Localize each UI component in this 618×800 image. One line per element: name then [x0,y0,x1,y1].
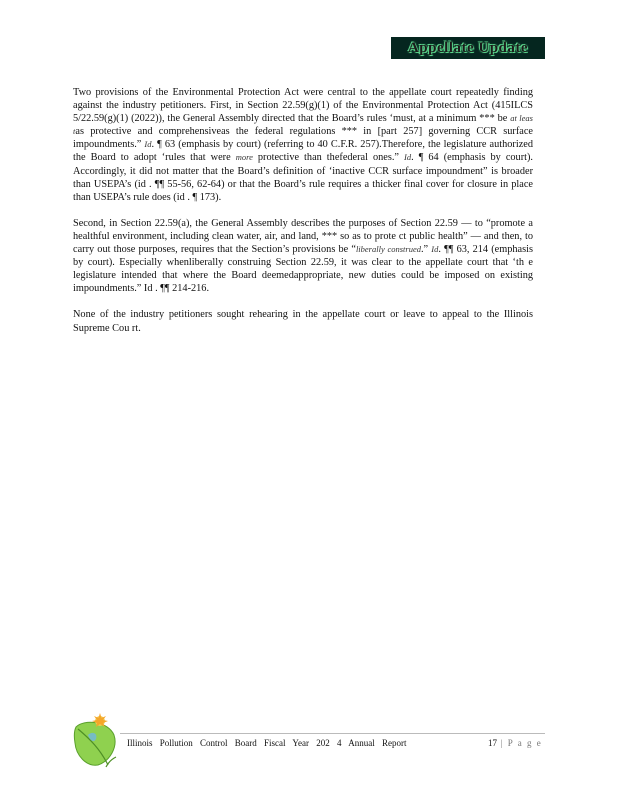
banner-title: Appellate Update [407,39,529,56]
footer-page-number [488,738,542,748]
paragraph-1-text-d: protective than thefederal ones.” [252,152,405,164]
body-text [73,86,533,348]
paragraph-2-text-a: Second, in Section 22.59(a), the General Assembly describes the purposes of Section 22.59 — to “promote a healthful environment, including clean water, air, and land, *** so as to prote ct public health” — and then, to carry out those purposes, requires that the Section’s provisions be “ [73,217,533,256]
leaf-logo-icon [70,713,120,768]
paragraph-2-emphasis-b: Id [431,244,439,255]
paragraph-2-text-c: . ¶¶ 63, 214 (emphasis by court). Especially whenliberally construing Section 22.59, it was clear to the appellate court that ‘th e legislature intended that where the Board deemedappropriate, new duties could be imposed on existing impoundments.” Id . ¶¶ 214-216. [73,244,533,295]
paragraph-1 [73,86,533,204]
paragraph-1-text-c: . ¶ 63 (emphasis by court) (referring to 40 C.F.R. 257).Therefore, the legislature authorized the Board to adopt ‘rules that were [73,139,533,164]
appellate-update-banner [391,37,545,59]
page-number: 17 [488,738,497,748]
paragraph-2 [73,217,533,296]
paragraph-1-emphasis-c: more [235,152,253,163]
paragraph-3: None of the industry petitioners sought rehearing in the appellate court or leave to appeal to the Illinois Supreme Cou rt. [73,309,533,334]
paragraph-1-emphasis-b: Id [144,139,152,150]
paragraph-1-text-b: as protective and comprehensiveas the federal regulations *** in [part 257] governing CCR surface impoundments.” [73,126,533,151]
footer-divider [120,733,545,734]
paragraph-2-text-b: .” [420,244,432,256]
footer-report-title: Illinois Pollution Control Board Fiscal Year 202 4 Annual Report [127,738,407,748]
paragraph-2-emphasis-a: liberally construed [355,244,421,255]
page-label: | P a g e [497,738,543,748]
paragraph-1-text-a: Two provisions of the Environmental Protection Act were central to the appellate court repeatedly finding against the industry petitioners. First, in Section 22.59(g)(1) of the Environmental Protection Act (415ILCS 5/22.59(g)(1) (2022)), the General Assembly directed that the Board’s rules ‘must, at a minimum *** be [73,87,533,125]
paragraph-1-text-e: . ¶ 64 (emphasis by court). Accordingly, it did not matter that the Board’s definition of ‘inactive CCR surface impoundment” is broader than USEPA’s (id . ¶¶ 55-56, 62-64) or that the Board’s rule requires a thicker final cover for closure in place than USEPA’s rule does (id . ¶ 173). [73,152,533,203]
paragraph-1-emphasis-d: Id [404,152,412,163]
paragraph-1-emphasis-a: at leas t [73,113,533,137]
